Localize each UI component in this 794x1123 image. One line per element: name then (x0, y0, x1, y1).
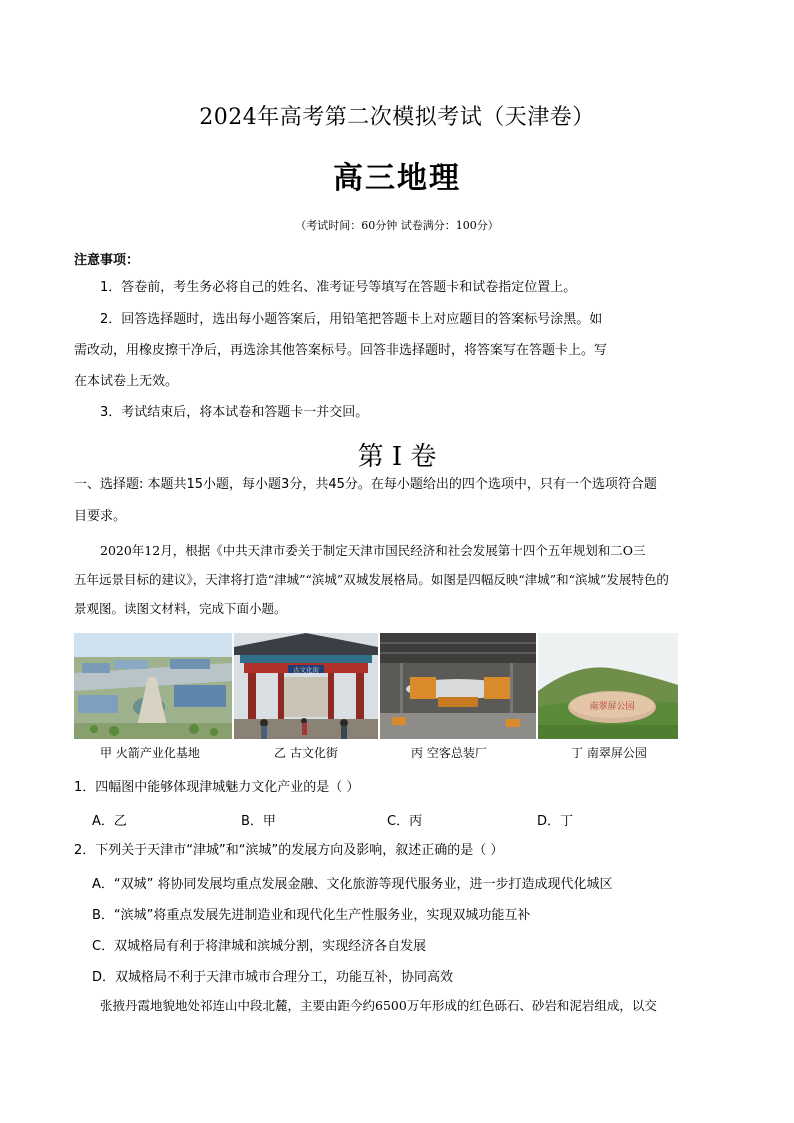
passage-line: 五年远景目标的建议》，天津将打造“津城”“滨城”双城发展格局。如图是四幅反映“津城”和“滨城”发展特色的 (74, 572, 669, 587)
photo-culture-street (234, 633, 378, 739)
question-1-option-d[interactable]: D．丁 (537, 814, 574, 829)
question-2-option-c[interactable]: C．双城格局有利于将津城和滨城分割，实现经济各自发展 (92, 939, 427, 954)
exam-info: （考试时间：60分钟 试卷满分：100分） (295, 219, 499, 232)
note-item-2: 2．回答选择题时，选出每小题答案后，用铅笔把答题卡上对应题目的答案标号涂黑。如 (100, 312, 603, 327)
photo-rocket-base-image (74, 633, 232, 739)
note-item-1: 1．答卷前，考生务必将自己的姓名、准考证号等填写在答题卡和试卷指定位置上。 (100, 280, 577, 295)
question-1-option-a[interactable]: A．乙 (92, 814, 127, 829)
question-2-option-b[interactable]: B．“滨城”将重点发展先进制造业和现代化生产性服务业，实现双城功能互补 (92, 908, 531, 923)
section-intro: 一、选择题: 本题共15小题，每小题3分，共45分。在每小题给出的四个选项中，只有一个选项符合题 (74, 477, 657, 492)
section-intro-cont: 目要求。 (74, 509, 127, 524)
stone-text: 南翠屏公园 (589, 702, 635, 712)
passage-line: 景观图。读图文材料，完成下面小题。 (74, 601, 287, 616)
passage-line: 2020年12月，根据《中共天津市委关于制定天津市国民经济和社会发展第十四个五年规划和二O三 (100, 543, 646, 558)
question-1-option-c[interactable]: C．丙 (387, 814, 423, 829)
question-2-option-a[interactable]: A．“双城” 将协同发展均重点发展金融、文化旅游等现代服务业，进一步打造成现代化城区 (92, 877, 613, 892)
question-2-option-d[interactable]: D．双城格局不利于天津市城市合理分工，功能互补，协同高效 (92, 970, 454, 985)
photo-airbus-plant-image (380, 633, 536, 739)
notes-title: 注意事项： (74, 253, 140, 268)
photo-caption-2: 乙 古文化街 (274, 746, 338, 760)
photo-airbus-plant (380, 633, 536, 739)
photo-park-image (538, 633, 678, 739)
photo-rocket-base (74, 633, 232, 739)
volume-heading: 第 I 卷 (357, 442, 437, 472)
photo-culture-street-image (234, 633, 378, 739)
passage-2-line: 张掖丹霞地貌地处祁连山中段北麓，主要由距今约6500万年形成的红色砾石、砂岩和泥岩组成，以交 (100, 998, 657, 1013)
photo-caption-4: 丁 南翠屏公园 (571, 746, 647, 760)
photo-caption-1: 甲 火箭产业化基地 (100, 746, 200, 760)
photo-caption-3: 丙 空客总装厂 (411, 746, 487, 760)
note-item-3: 3．考试结束后，将本试卷和答题卡一并交回。 (100, 405, 369, 420)
question-1-stem: 1．四幅图中能够体现津城魅力文化产业的是（ ） (74, 780, 360, 795)
question-1-option-b[interactable]: B．甲 (241, 814, 276, 829)
question-2-stem: 2．下列关于天津市“津城”和“滨城”的发展方向及影响，叙述正确的是（ ） (74, 843, 504, 858)
exam-title: 2024年高考第二次模拟考试（天津卷） (199, 105, 595, 130)
photo-park (538, 633, 678, 739)
note-item-2-cont: 需改动，用橡皮擦干净后，再选涂其他答案标号。回答非选择题时，将答案写在答题卡上。写 (74, 343, 608, 358)
subject-title: 高三地理 (333, 161, 461, 196)
gate-sign-text: 古文化街 (293, 666, 319, 674)
note-item-2-end: 在本试卷上无效。 (74, 374, 179, 389)
